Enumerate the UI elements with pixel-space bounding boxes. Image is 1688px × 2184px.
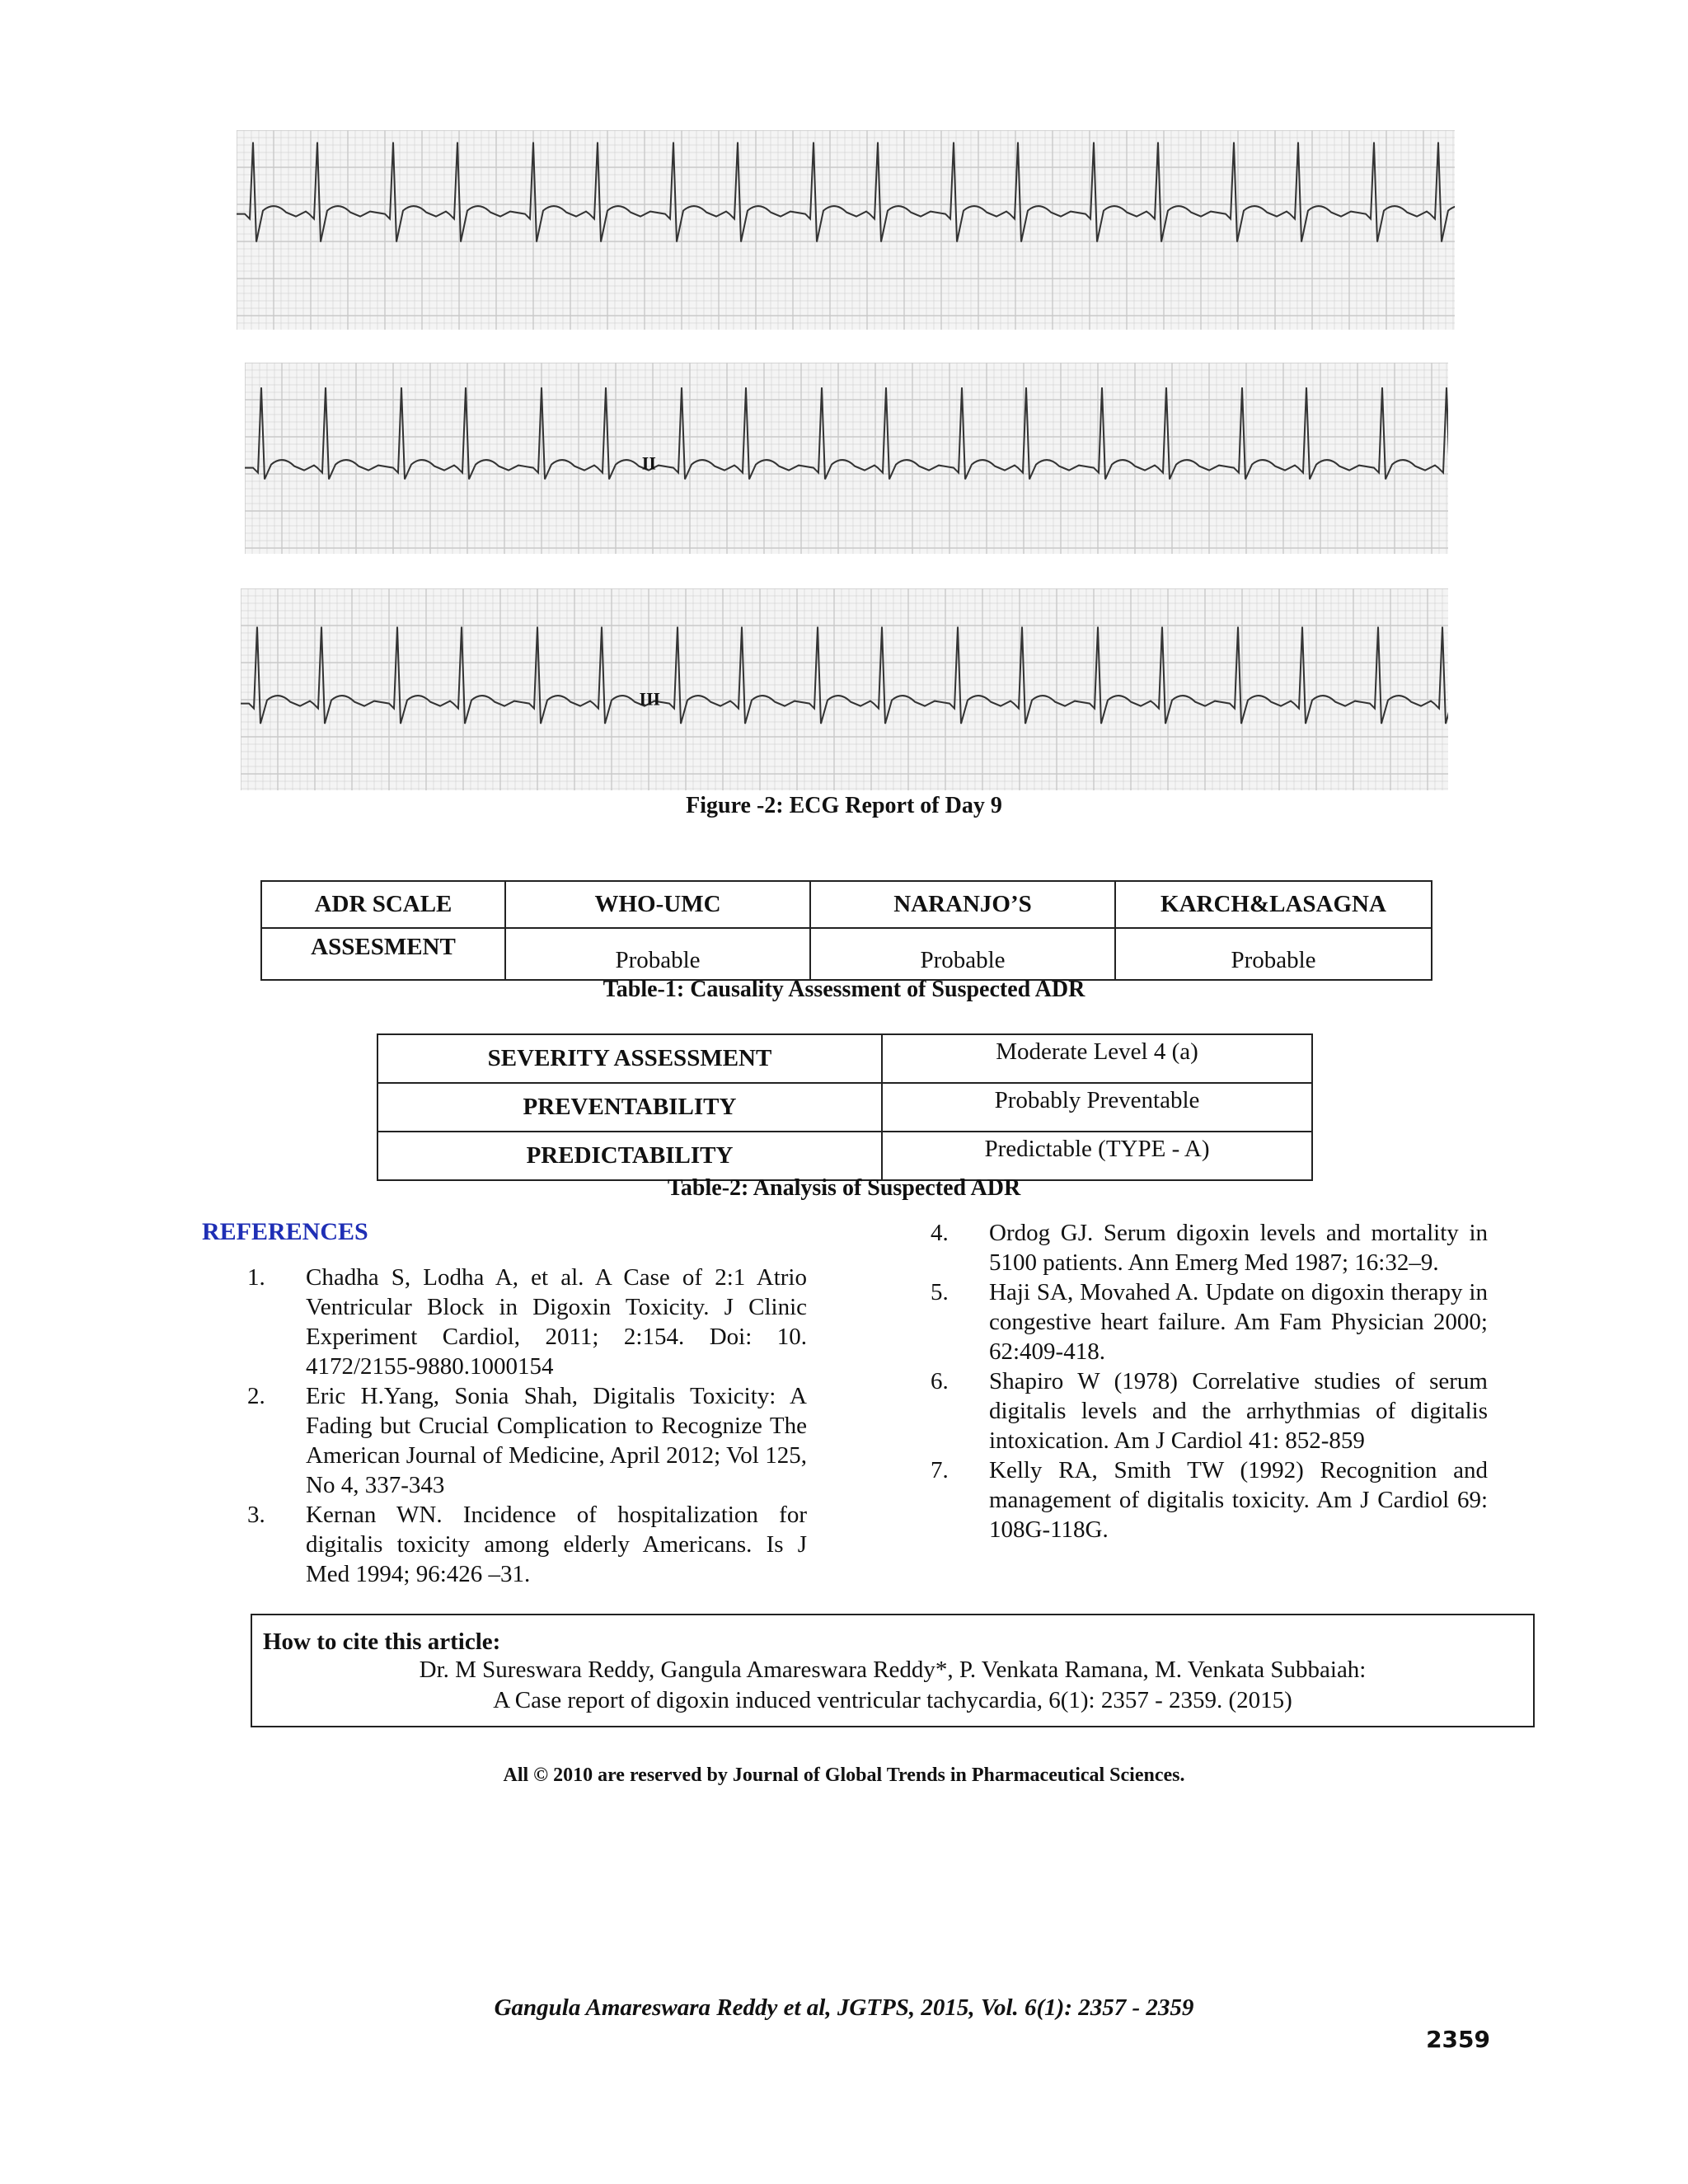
figure-caption: Figure -2: ECG Report of Day 9 bbox=[686, 793, 1002, 818]
causality-assessment-table bbox=[260, 880, 1432, 981]
reference-text: Haji SA, Movahed A. Update on digoxin therapy in congestive heart failure. Am Fam Physician 2000; 62:409-418. bbox=[989, 1279, 1488, 1365]
reference-number: 1. bbox=[247, 1264, 265, 1291]
reference-number: 7. bbox=[931, 1457, 949, 1483]
reference-number: 3. bbox=[247, 1502, 265, 1528]
table-cell: Probable bbox=[505, 928, 810, 980]
reference-number: 2. bbox=[247, 1383, 265, 1409]
reference-item bbox=[931, 1218, 1488, 1277]
ecg-paper bbox=[241, 588, 1448, 790]
references-list-left bbox=[247, 1263, 807, 1589]
reference-number: 4. bbox=[931, 1220, 949, 1246]
reference-text: Chadha S, Lodha A, et al. A Case of 2:1 Atrio Ventricular Block in Digoxin Toxicity. J Clinic Experiment Cardiol, 2011; 2:154. Doi: 10. 4172/2155-9880.1000154 bbox=[306, 1264, 807, 1380]
table-cell: Probable bbox=[1115, 928, 1432, 980]
footer-citation: Gangula Amareswara Reddy et al, JGTPS, 2015, Vol. 6(1): 2357 - 2359 bbox=[494, 1994, 1194, 2021]
references-list-right bbox=[931, 1218, 1488, 1544]
table-cell: Moderate Level 4 (a) bbox=[882, 1034, 1312, 1083]
table-header-cell: NARANJO’S bbox=[810, 881, 1115, 928]
reference-text: Shapiro W (1978) Correlative studies of serum digitalis levels and the arrhythmias of digitalis intoxication. Am J Cardiol 41: 852-859 bbox=[989, 1368, 1488, 1454]
table-cell: Probable bbox=[810, 928, 1115, 980]
citation-title: A Case report of digoxin induced ventricular tachycardia, 6(1): 2357 - 2359. (2015) bbox=[493, 1687, 1292, 1713]
table1-caption: Table-1: Causality Assessment of Suspected ADR bbox=[603, 977, 1085, 1002]
references-heading: REFERENCES bbox=[202, 1218, 368, 1245]
ecg-paper bbox=[245, 363, 1448, 554]
citation-box bbox=[251, 1614, 1535, 1727]
table-header-row bbox=[261, 881, 1432, 928]
ecg-lead-label: III bbox=[639, 688, 661, 710]
reference-text: Kelly RA, Smith TW (1992) Recognition and management of digitalis toxicity. Am J Cardiol 69: 108G-118G. bbox=[989, 1457, 1488, 1543]
reference-item bbox=[247, 1263, 807, 1381]
table-row bbox=[261, 928, 1432, 980]
reference-number: 6. bbox=[931, 1368, 949, 1394]
copyright-notice: All © 2010 are reserved by Journal of Global Trends in Pharmaceutical Sciences. bbox=[503, 1765, 1185, 1786]
table-cell: Probably Preventable bbox=[882, 1083, 1312, 1132]
table-row-label: ASSESMENT bbox=[261, 928, 505, 980]
ecg-strip-lead-iii bbox=[241, 588, 1448, 790]
reference-text: Ordog GJ. Serum digoxin levels and mortality in 5100 patients. Ann Emerg Med 1987; 16:32–9. bbox=[989, 1220, 1488, 1276]
table-header-cell: WHO-UMC bbox=[505, 881, 810, 928]
reference-item bbox=[247, 1381, 807, 1500]
adr-analysis-table bbox=[377, 1033, 1313, 1181]
table2-caption: Table-2: Analysis of Suspected ADR bbox=[667, 1175, 1021, 1201]
ecg-strip-1 bbox=[237, 130, 1455, 330]
page-number: 2359 bbox=[1426, 2026, 1490, 2053]
table-row-label: SEVERITY ASSESSMENT bbox=[377, 1034, 882, 1083]
citation-authors: Dr. M Sureswara Reddy, Gangula Amareswara Reddy*, P. Venkata Ramana, M. Venkata Subbaiah: bbox=[419, 1657, 1367, 1683]
ecg-strip-lead-ii bbox=[245, 363, 1448, 554]
table-cell: Predictable (TYPE - A) bbox=[882, 1132, 1312, 1180]
reference-item bbox=[931, 1277, 1488, 1366]
reference-item bbox=[247, 1500, 807, 1589]
ecg-paper bbox=[237, 130, 1455, 330]
table-header-cell: ADR SCALE bbox=[261, 881, 505, 928]
table-row-label: PREVENTABILITY bbox=[377, 1083, 882, 1132]
reference-text: Eric H.Yang, Sonia Shah, Digitalis Toxicity: A Fading but Crucial Complication to Recognize The American Journal of Medicine, April 2012; Vol 125, No 4, 337-343 bbox=[306, 1383, 807, 1498]
reference-item bbox=[931, 1455, 1488, 1544]
table-row-label: PREDICTABILITY bbox=[377, 1132, 882, 1180]
citation-heading: How to cite this article: bbox=[263, 1629, 501, 1655]
reference-item bbox=[931, 1366, 1488, 1455]
table-header-cell: KARCH&LASAGNA bbox=[1115, 881, 1432, 928]
table-row bbox=[377, 1083, 1312, 1132]
table-row bbox=[377, 1132, 1312, 1180]
reference-text: Kernan WN. Incidence of hospitalization for digitalis toxicity among elderly Americans. Is J Med 1994; 96:426 –31. bbox=[306, 1502, 807, 1587]
table-row bbox=[377, 1034, 1312, 1083]
reference-number: 5. bbox=[931, 1279, 949, 1305]
ecg-lead-label: II bbox=[641, 452, 656, 474]
